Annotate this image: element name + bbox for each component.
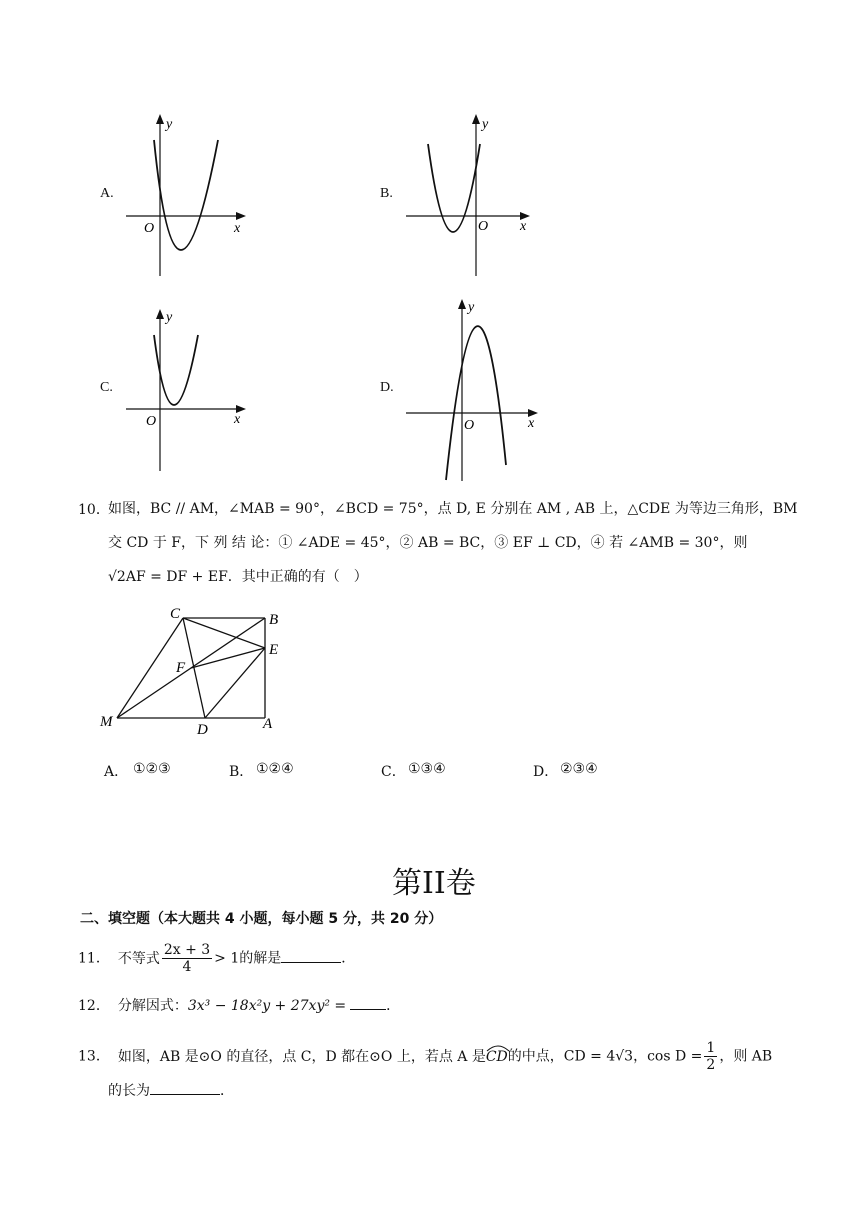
- question-text-c: ，则 AB: [719, 1048, 773, 1065]
- question-text-line-1: 如图，BC // AM，∠MAB = 90°，∠BCD = 75°，点 D, E 分别在 AM , AB 上，△CDE 为等边三角形，BM: [108, 501, 798, 517]
- choice-letter: B．: [229, 764, 254, 780]
- y-axis-label: y: [166, 310, 173, 325]
- arc-label: CD: [485, 1048, 508, 1065]
- question-end: ．: [341, 950, 356, 967]
- choice-letter: C．: [381, 764, 406, 780]
- point-f-label: F: [176, 660, 186, 676]
- question-12: [78, 995, 400, 1017]
- point-a-label: A: [263, 716, 273, 732]
- parabola-graph-b: [400, 110, 535, 280]
- x-axis-label: x: [234, 412, 241, 427]
- point-c-label: C: [170, 606, 181, 622]
- part-title: 第II卷: [392, 866, 476, 901]
- choice-text: ①②③: [133, 761, 171, 777]
- option-label: A.: [100, 186, 114, 201]
- question-13-line-1: [78, 1040, 772, 1073]
- y-axis-label: y: [468, 300, 475, 315]
- question-end: ．: [386, 998, 401, 1014]
- question-suffix: > 1的解是: [214, 950, 282, 967]
- choice-letter: A．: [104, 764, 129, 780]
- question-number: 11．: [78, 950, 110, 967]
- fraction-numerator: 1: [706, 1040, 716, 1056]
- arc-cd: [486, 1046, 508, 1064]
- y-axis-label: y: [166, 117, 173, 132]
- choice-text: ①②④: [256, 761, 294, 777]
- question-text-b: 的中点，CD = 4√3，cos D =: [507, 1048, 703, 1065]
- parabola-graph-d: [400, 295, 545, 485]
- arc-icon: [486, 1044, 510, 1052]
- y-axis-label: y: [482, 117, 489, 132]
- option-label: B.: [380, 186, 393, 201]
- question-text-line-2: 交 CD 于 F，下 列 结 论：① ∠ADE = 45°，② AB = BC，③ EF ⊥ CD，④ 若 ∠AMB = 30°，则: [108, 535, 748, 551]
- x-axis-label: x: [234, 221, 241, 236]
- answer-blank[interactable]: [281, 948, 341, 963]
- parabola-graph-c: [120, 305, 250, 475]
- origin-label: O: [478, 219, 489, 234]
- question-number: 13．: [78, 1048, 110, 1065]
- fraction-denominator: 4: [182, 959, 192, 976]
- question-11: [78, 942, 355, 975]
- question-number: 12．: [78, 998, 110, 1014]
- option-label: C.: [100, 380, 113, 395]
- question-text-a: 如图，AB 是⊙O 的直径，点 C，D 都在⊙O 上，若点 A 是: [117, 1048, 486, 1065]
- question-prefix: 不等式: [117, 950, 160, 967]
- choice-text: ②③④: [560, 761, 598, 777]
- x-axis-label: x: [528, 416, 535, 431]
- parabola-graph-a: [120, 110, 250, 280]
- question-text-line-3: √2AF = DF + EF．其中正确的有（ ）: [108, 569, 368, 585]
- answer-blank[interactable]: [350, 995, 386, 1010]
- point-b-label: B: [269, 612, 279, 628]
- question-number: 10．: [78, 502, 110, 518]
- question-end: ．: [220, 1083, 234, 1099]
- point-d-label: D: [197, 722, 208, 738]
- question-prefix: 分解因式：: [117, 998, 188, 1014]
- expression: 3x³ − 18x²y + 27xy² =: [187, 998, 347, 1014]
- option-label: D.: [380, 380, 394, 395]
- choice-letter: D．: [533, 764, 559, 780]
- origin-label: O: [144, 221, 155, 236]
- question-text: 的长为: [108, 1083, 150, 1099]
- fraction-numerator: 2x + 3: [163, 942, 211, 958]
- section-heading: 二、填空题（本大题共 4 小题，每小题 5 分，共 20 分）: [80, 911, 443, 927]
- point-e-label: E: [269, 642, 279, 658]
- question-13-line-2: [108, 1080, 234, 1102]
- choice-text: ①③④: [408, 761, 446, 777]
- point-m-label: M: [100, 714, 113, 730]
- answer-blank[interactable]: [150, 1080, 220, 1095]
- fraction-denominator: 2: [706, 1057, 716, 1074]
- origin-label: O: [146, 414, 157, 429]
- x-axis-label: x: [520, 219, 527, 234]
- geometry-figure: [95, 600, 295, 740]
- origin-label: O: [464, 418, 475, 433]
